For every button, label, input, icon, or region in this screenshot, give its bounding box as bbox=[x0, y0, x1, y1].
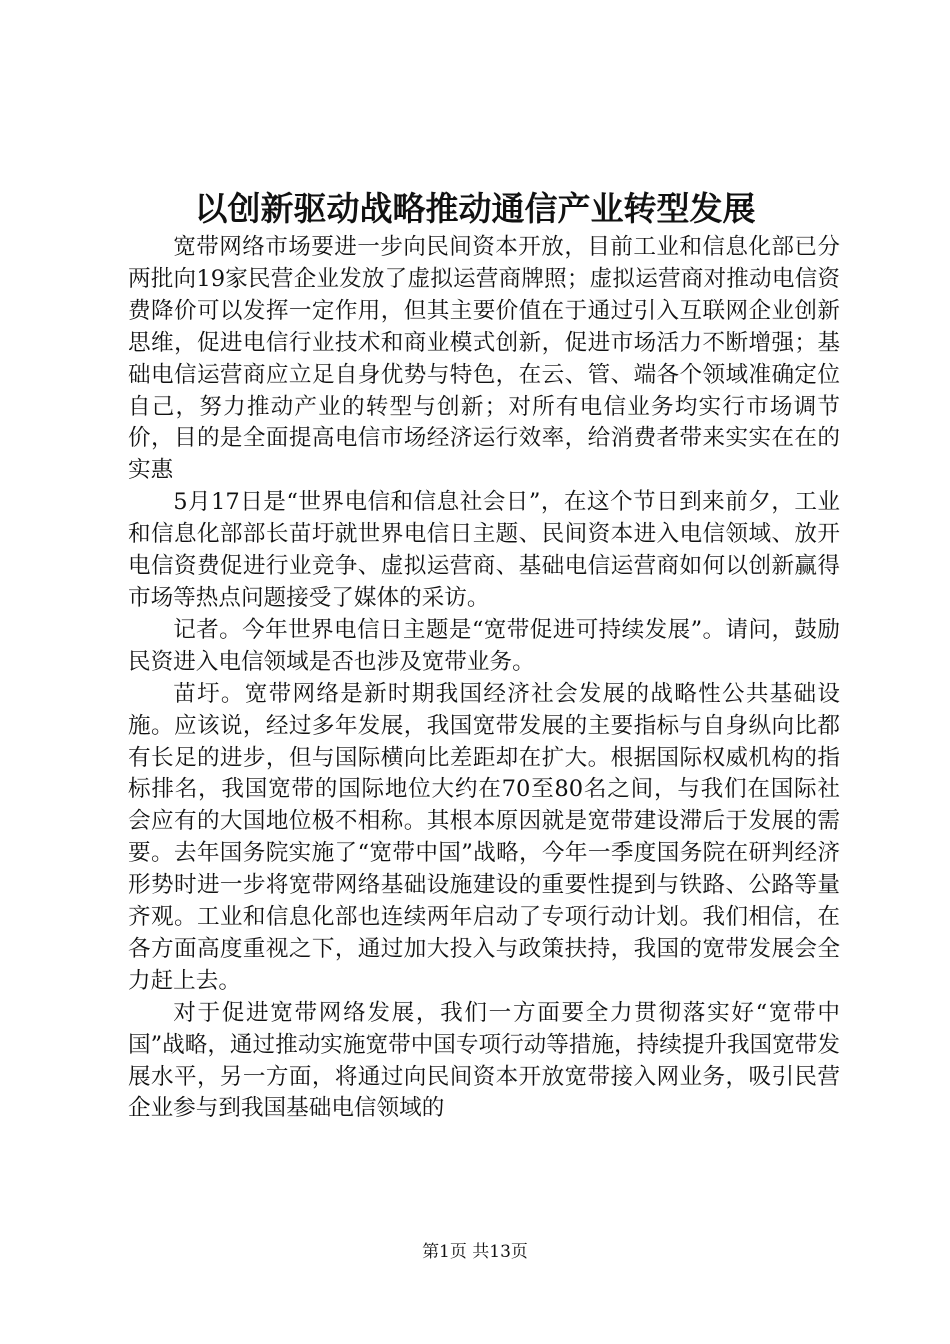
page-number-footer: 第1页 共13页 bbox=[422, 1242, 528, 1262]
paragraph: 对于促进宽带网络发展，我们一方面要全力贯彻落实好“宽带中国”战略，通过推动实施宽带中国专项行动等措施，持续提升我国宽带发展水平，另一方面，将通过向民间资本开放宽带接入网业务，吸引民营企业参与到我国基础电信领域的 bbox=[128, 999, 840, 1122]
paragraph: 5月17日是“世界电信和信息社会日”，在这个节日到来前夕，工业和信息化部部长苗圩就世界电信日主题、民间资本进入电信领域、放开电信资费促进行业竞争、虚拟运营商、基础电信运营商如何以创新赢得市场等热点问题接受了媒体的采访。 bbox=[128, 489, 840, 611]
paragraph: 宽带网络市场要进一步向民间资本开放，目前工业和信息化部已分两批向19家民营企业发放了虚拟运营商牌照；虚拟运营商对推动电信资费降价可以发挥一定作用，但其主要价值在于通过引入互联网企业创新思维，促进电信行业技术和商业模式创新，促进市场活力不断增强；基础电信运营商应立足自身优势与特色，在云、管、端各个领域准确定位自己，努力推动产业的转型与创新；对所有电信业务均实行市场调节价，目的是全面提高电信市场经济运行效率，给消费者带来实实在在的实惠 bbox=[128, 234, 840, 484]
document-body bbox=[128, 232, 840, 1125]
paragraph: 记者。今年世界电信日主题是“宽带促进可持续发展”。请问，鼓励民资进入电信领域是否也涉及宽带业务。 bbox=[128, 616, 840, 675]
document-title: 以创新驱动战略推动通信产业转型发展 bbox=[194, 189, 756, 228]
paragraph: 苗圩。宽带网络是新时期我国经济社会发展的战略性公共基础设施。应该说，经过多年发展，我国宽带发展的主要指标与自身纵向比都有长足的进步，但与国际横向比差距却在扩大。根据国际权威机构的指标排名，我国宽带的国际地位大约在70至80名之间，与我们在国际社会应有的大国地位极不相称。其根本原因就是宽带建设滞后于发展的需要。去年国务院实施了“宽带中国”战略，今年一季度国务院在研判经济形势时进一步将宽带网络基础设施建设的重要性提到与铁路、公路等量齐观。工业和信息化部也连续两年启动了专项行动计划。我们相信，在各方面高度重视之下，通过加大投入与政策扶持，我国的宽带发展会全力赶上去。 bbox=[128, 680, 840, 994]
